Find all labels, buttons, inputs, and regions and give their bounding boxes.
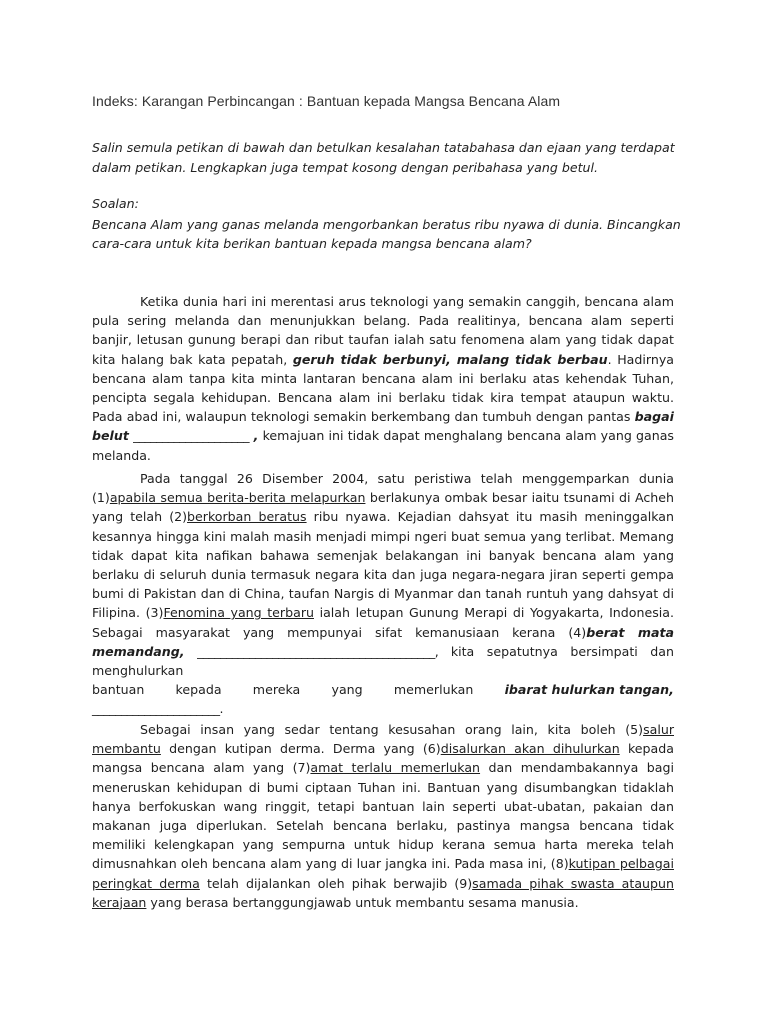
p2-text-a: Pada tanggal 26 Disember 2004, satu peristiwa telah menggemparkan dunia bbox=[140, 471, 674, 486]
p2-text-c: ribu nyawa. Kejadian dahsyat itu masih meninggalkan kesannya hingga kini malah masih menjadi mimpi ngeri buat semua yang terlibat. Memang tidak dapat kita nafikan bahawa semenjak belakangan ini banyak bencana alam yang berlaku di seluruh dunia termasuk negara kita dan juga negara-negara jiran seperti gempa bumi di Pakistan dan di China, taufan Nargis di Myanmar dan tanah runtuh yang dahsyat di Filipina. bbox=[92, 509, 674, 621]
word: mereka bbox=[252, 682, 301, 698]
p3-text-b: dengan kutipan derma. Derma yang bbox=[169, 741, 415, 757]
error-number-2: (2) bbox=[169, 509, 188, 525]
essay-paragraph-3 bbox=[92, 720, 674, 912]
error-number-5: (5) bbox=[625, 722, 644, 737]
p1-text-b: . Hadirnya bencana alam tanpa kita minta lantaran bencana alam ini berlaku atas kehendak Tuhan, pencipta segala kehidupan. Bencana alam ini berlaku tidak kira tempat ataupun waktu. Pada abad ini, walaupun teknologi semakin berkembang dan tumbuh dengan pantas bbox=[92, 351, 674, 425]
p1-text-a: Ketika dunia hari ini merentasi arus teknologi yang semakin canggih, bencana alam pula sering melanda dan menunjukkan belang. Pada realitinya, bencana alam seperti banjir, letusan gunung berapi dan ribut taufan ialah satu fenomena alam yang tidak dapat kita halang bak kata pepatah, bbox=[92, 294, 674, 367]
instructions: Salin semula petikan di bawah dan betulkan kesalahan tatabahasa dan ejaan yang terdapat dalam petikan. Lengkapkan juga tempat kosong dengan peribahasa yang betul. bbox=[92, 140, 675, 175]
question-text: Bencana Alam yang ganas melanda mengorbankan beratus ribu nyawa di dunia. Bincangkan cara-cara untuk kita berikan bantuan kepada mangsa bencana alam? bbox=[92, 217, 681, 251]
proverb-hulurkan-tangan: ibarat hulurkan tangan, bbox=[504, 682, 674, 698]
error-number-3: (3) bbox=[145, 605, 164, 621]
error-phrase-8: kutipan pelbagai peringkat derma bbox=[92, 856, 674, 891]
justified-line bbox=[92, 680, 674, 699]
proverb-berat-mata: berat mata memandang, bbox=[92, 624, 674, 659]
essay-paragraph-1 bbox=[92, 292, 674, 465]
error-phrase-9: samada pihak swasta ataupun kerajaan bbox=[92, 875, 674, 910]
error-phrase-3: Fenomina yang terbaru bbox=[163, 605, 314, 621]
p1-text-c: kemajuan ini tidak dapat menghalang bencana alam yang ganas melanda. bbox=[92, 428, 674, 463]
proverb-geruh: geruh tidak berbunyi, malang tidak berbau bbox=[292, 351, 608, 367]
word: yang bbox=[331, 682, 363, 698]
error-phrase-7: amat terlalu memerlukan bbox=[310, 760, 481, 776]
p3-text-c: kepada mangsa bencana alam yang bbox=[92, 741, 674, 776]
fill-blank-2: _________________________________________, bbox=[197, 643, 439, 659]
p3-text-e: telah dijalankan oleh pihak berwajib bbox=[206, 875, 448, 891]
word: kepada bbox=[175, 682, 222, 698]
error-phrase-5: salur membantu bbox=[92, 722, 674, 757]
error-number-7: (7) bbox=[292, 760, 311, 776]
p2-text-e: kita sepatutnya bersimpati dan menghulurkan bbox=[92, 643, 674, 679]
fill-blank-1: ____________________ bbox=[133, 428, 249, 444]
fill-blank-3: ______________________. bbox=[92, 701, 224, 717]
p3-text-a: Sebagai insan yang sedar tentang kesusahan orang lain, kita boleh bbox=[140, 722, 616, 737]
p2-text-d: ialah letupan Gunung Merapi di Yogyakarta, Indonesia. Sebagai masyarakat yang mempunyai sifat kemanusiaan kerana bbox=[92, 605, 674, 640]
error-number-4: (4) bbox=[568, 624, 587, 640]
error-number-6: (6) bbox=[422, 741, 441, 757]
error-phrase-1: apabila semua berita-berita melapurkan bbox=[109, 490, 366, 506]
error-number-8: (8) bbox=[550, 856, 569, 872]
essay-paragraph-2 bbox=[92, 469, 674, 719]
error-phrase-6: disalurkan akan dihulurkan bbox=[440, 741, 620, 757]
error-number-1: (1) bbox=[92, 490, 110, 506]
document-header: Indeks: Karangan Perbincangan : Bantuan kepada Mangsa Bencana Alam bbox=[92, 93, 561, 109]
blank-comma: , bbox=[249, 428, 259, 444]
p3-text-f: yang berasa bertanggungjawab untuk membantu sesama manusia. bbox=[150, 894, 579, 910]
p2-text-b: berlakunya ombak besar iaitu tsunami di Acheh yang telah bbox=[92, 490, 674, 525]
error-phrase-2: berkorban beratus bbox=[187, 509, 307, 525]
proverb-belut: bagai belut bbox=[92, 409, 674, 444]
word: memerlukan bbox=[393, 682, 474, 698]
question-label: Soalan: bbox=[92, 196, 139, 211]
p3-text-d: dan mendambakannya bagi meneruskan kehidupan di bumi ciptaan Tuhan ini. Bantuan yang disumbangkan tidaklah hanya berfokuskan wang ringgit, tetapi bantuan lain seperti ubat-ubatan, pakaian dan makanan juga diperlukan. Setelah bencana berlaku, pastinya mangsa bencana tidak memiliki kelengkapan yang sempurna untuk hidup kerana semua harta mereka telah dimusnahkan oleh bencana alam yang di luar jangka ini. Pada masa ini, bbox=[92, 760, 674, 872]
word: bantuan bbox=[92, 682, 145, 698]
error-number-9: (9) bbox=[454, 875, 473, 891]
